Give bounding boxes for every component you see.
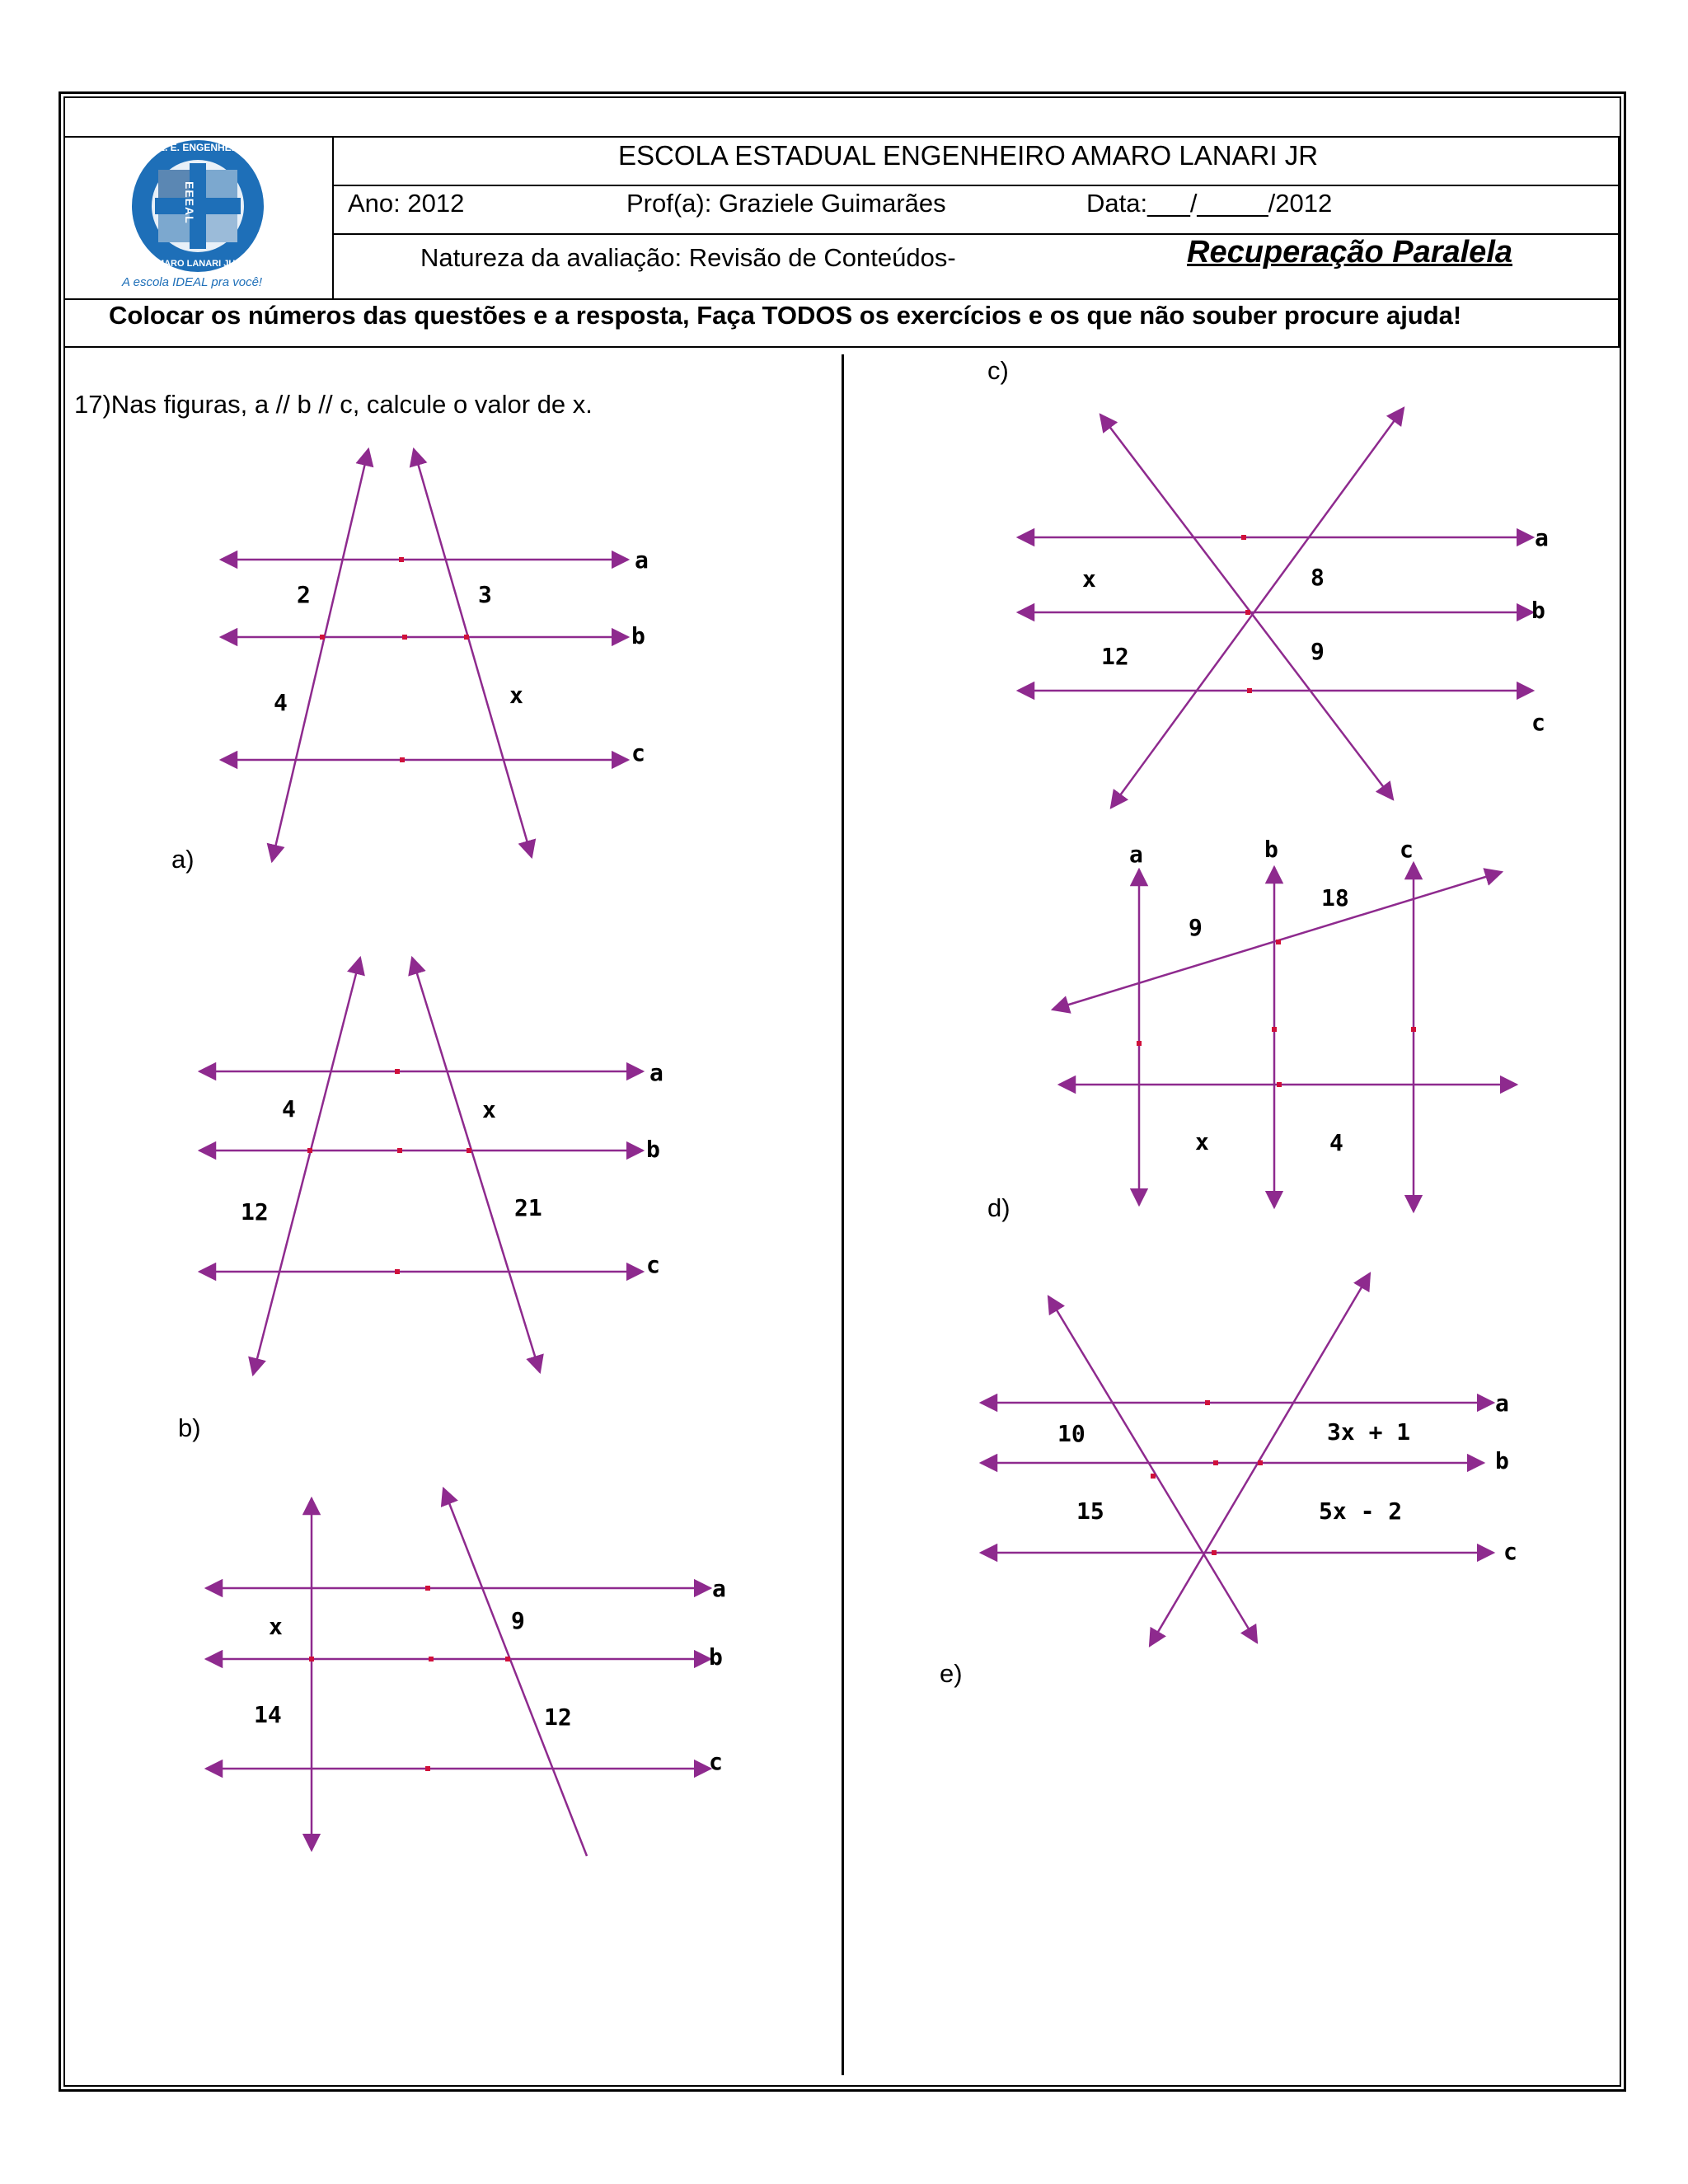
fig-a-value-3: 4 (274, 689, 288, 716)
fig-d-value-18: 18 (1321, 884, 1349, 912)
question-17: 17)Nas figuras, a // b // c, calcule o valor de x. (74, 390, 593, 419)
fig-e-label-a: a (1495, 1390, 1509, 1417)
fig-d-label-b: b (1264, 836, 1278, 863)
fig-a-points (320, 557, 469, 762)
fig-b-label-c: c (646, 1251, 660, 1278)
fig-e-labels (1057, 1390, 1517, 1565)
fig-b-label-a: a (649, 1059, 663, 1086)
fig-b-value-4: 4 (282, 1095, 296, 1122)
logo-bottom-text: AMARO LANARI JUNIOR (150, 259, 258, 269)
fig-a-value-2: 3 (478, 581, 492, 608)
fig-e-value-10: 10 (1057, 1420, 1085, 1447)
fig-d-label-c: c (1400, 836, 1414, 863)
fig-c-label-c: c (1531, 709, 1545, 736)
fig-b-value-x: x (482, 1096, 496, 1123)
date-field: Data:___/_____/2012 (1086, 189, 1333, 218)
fig-u-label-a: a (712, 1575, 726, 1602)
fig-b-labels (241, 1059, 663, 1278)
fig-c-value-12: 12 (1101, 643, 1129, 670)
fig-u-value-12: 12 (544, 1704, 572, 1731)
figure-a-caption: a) (171, 845, 195, 874)
fig-e-value-5x2: 5x - 2 (1319, 1497, 1403, 1525)
figure-b-caption: b) (178, 1413, 201, 1442)
fig-b-value-21: 21 (514, 1194, 542, 1221)
fig-b-value-12: 12 (241, 1198, 269, 1226)
fig-c-value-8: 8 (1311, 564, 1325, 591)
fig-u-value-9: 9 (511, 1607, 525, 1634)
fig-u-value-14: 14 (254, 1701, 282, 1728)
fig-e-label-c: c (1503, 1538, 1517, 1565)
fig-d-value-9: 9 (1189, 914, 1203, 941)
fig-c-label-a: a (1535, 524, 1549, 551)
fig-c-transversal-2 (1111, 408, 1404, 808)
fig-u-label-b: b (709, 1643, 723, 1671)
fig-a-label-b: b (631, 622, 645, 649)
fig-u-label-c: c (709, 1748, 723, 1775)
fig-c-label-b: b (1531, 597, 1545, 624)
fig-e-value-3x1: 3x + 1 (1327, 1418, 1411, 1446)
figure-c (1018, 408, 1533, 808)
fig-d-points (1137, 940, 1416, 1087)
school-name: ESCOLA ESTADUAL ENGENHEIRO AMARO LANARI JR (618, 140, 1319, 171)
fig-a-labels (274, 546, 649, 766)
fig-b-points (307, 1069, 471, 1274)
fig-e-label-b: b (1495, 1447, 1509, 1474)
fig-c-labels (1082, 524, 1549, 736)
teacher-field: Prof(a): Graziele Guimarães (626, 189, 946, 218)
fig-d-value-4: 4 (1329, 1129, 1343, 1156)
fig-a-label-c: c (631, 739, 645, 766)
fig-u-points (309, 1586, 510, 1771)
fig-u-transversal (443, 1488, 587, 1856)
fig-d-value-x: x (1195, 1128, 1209, 1155)
fig-a-transversal-left (272, 449, 368, 861)
fig-e-transversal-1 (1048, 1296, 1257, 1643)
fig-c-value-9: 9 (1311, 638, 1325, 665)
figure-a (221, 449, 628, 861)
figure-d (1053, 863, 1517, 1212)
logo-slogan: A escola IDEAL pra você! (122, 275, 263, 289)
fig-c-points (1241, 535, 1252, 693)
figure-c-caption: c) (987, 356, 1009, 385)
assessment-type: Natureza da avaliação: Revisão de Conteúdos- (420, 243, 956, 272)
fig-d-labels (1129, 836, 1414, 1156)
figure-e (981, 1273, 1493, 1646)
fig-d-label-a: a (1129, 841, 1143, 868)
fig-a-label-a: a (635, 546, 649, 574)
fig-a-value-1: 2 (297, 581, 311, 608)
fig-u-value-x: x (269, 1613, 283, 1640)
fig-a-transversal-right (414, 449, 532, 857)
recovery-title: Recuperação Paralela (1187, 235, 1513, 269)
figure-b (199, 958, 643, 1375)
year-field: Ano: 2012 (348, 189, 465, 218)
logo-center-text: EEEAL (183, 181, 196, 224)
fig-e-transversal-2 (1150, 1273, 1370, 1646)
fig-a-value-x: x (509, 682, 523, 709)
fig-e-value-15: 15 (1076, 1497, 1104, 1525)
figure-unlabeled (206, 1488, 710, 1856)
fig-b-transversal-right (412, 958, 540, 1372)
logo-top-text: E. E. ENGENHEIRO (158, 142, 250, 153)
fig-c-value-x: x (1082, 565, 1096, 593)
fig-b-label-b: b (646, 1136, 660, 1163)
figure-d-caption: d) (987, 1193, 1010, 1222)
fig-c-transversal-1 (1100, 415, 1393, 799)
figure-e-caption: e) (940, 1659, 963, 1688)
fig-b-transversal-left (253, 958, 360, 1375)
instructions: Colocar os números das questões e a resposta, Faça TODOS os exercícios e os que não souber procure ajuda! (109, 301, 1462, 330)
fig-e-points (1151, 1400, 1263, 1555)
